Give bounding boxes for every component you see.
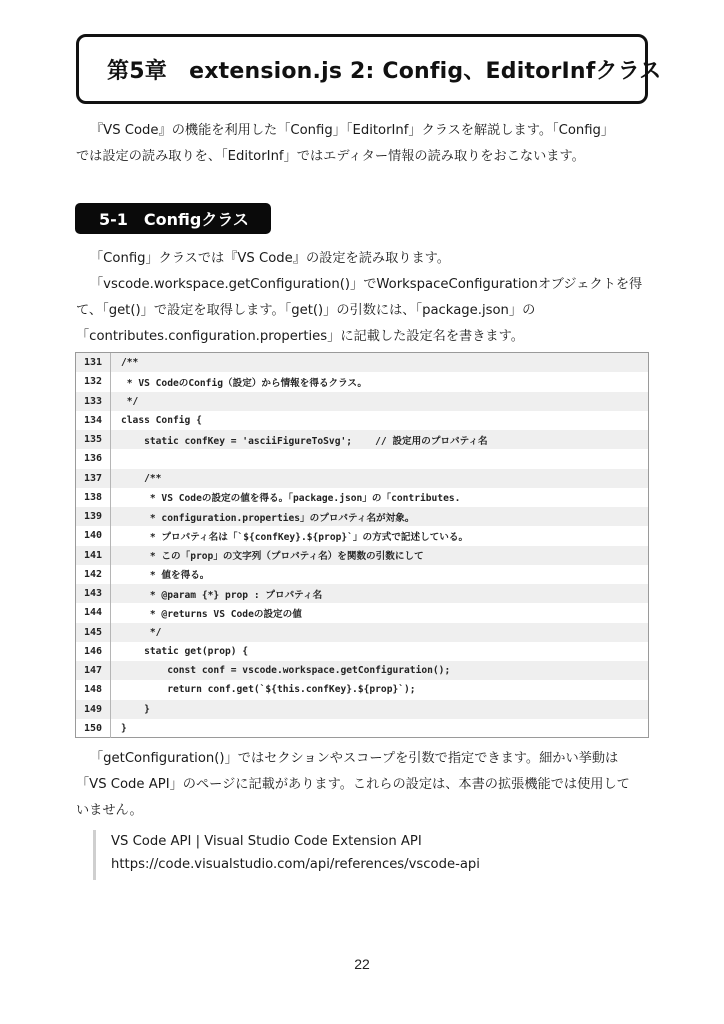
code-row bbox=[76, 603, 648, 622]
code-row bbox=[76, 488, 648, 507]
page-number: 22 bbox=[354, 956, 370, 972]
code-text: * configuration.properties」のプロパティ名が対象。 bbox=[121, 512, 415, 524]
after-code-line: 「VS Code API」のページに記載があります。これらの設定は、本書の拡張機能では使用して bbox=[76, 777, 630, 792]
line-number: 144 bbox=[76, 603, 111, 622]
line-number: 131 bbox=[76, 353, 111, 372]
code-text: } bbox=[121, 703, 150, 715]
line-number: 138 bbox=[76, 488, 111, 507]
line-number: 137 bbox=[76, 469, 111, 488]
line-number: 132 bbox=[76, 372, 111, 391]
code-text: return conf.get(`${this.confKey}.${prop}`); bbox=[121, 684, 416, 696]
code-row bbox=[76, 700, 648, 719]
section-paragraph-2-line: 「contributes.configuration.properties」に記載した設定名を書きます。 bbox=[76, 329, 524, 344]
line-number: 143 bbox=[76, 584, 111, 603]
code-text: class Config { bbox=[121, 414, 202, 426]
line-number: 148 bbox=[76, 680, 111, 699]
section-heading-badge bbox=[75, 203, 271, 234]
line-number: 145 bbox=[76, 623, 111, 642]
chapter-title: 第5章 extension.js 2: Config、EditorInfクラス bbox=[107, 58, 662, 84]
code-row bbox=[76, 353, 648, 372]
code-row bbox=[76, 546, 648, 565]
line-number: 150 bbox=[76, 719, 111, 738]
line-number: 146 bbox=[76, 642, 111, 661]
reference-blockquote bbox=[93, 830, 480, 880]
after-code-line: いません。 bbox=[76, 803, 143, 818]
code-row bbox=[76, 469, 648, 488]
line-number: 142 bbox=[76, 565, 111, 584]
intro-line: 『VS Code』の機能を利用した「Config」「EditorInf」クラスを解説します。「Config」 bbox=[90, 123, 615, 138]
code-row bbox=[76, 372, 648, 391]
after-code-line: 「getConfiguration()」ではセクションやスコープを引数で指定できます。細かい挙動は bbox=[90, 751, 619, 766]
code-text: /** bbox=[121, 357, 139, 369]
code-text: * 値を得る。 bbox=[121, 570, 210, 582]
line-number: 134 bbox=[76, 411, 111, 430]
code-row bbox=[76, 526, 648, 545]
section-paragraph-1: 「Config」クラスでは『VS Code』の設定を読み取ります。 bbox=[90, 251, 450, 266]
after-code-paragraph bbox=[76, 746, 650, 824]
line-number: 136 bbox=[76, 449, 111, 468]
line-number: 135 bbox=[76, 430, 111, 449]
line-number: 149 bbox=[76, 700, 111, 719]
code-text: static get(prop) { bbox=[121, 645, 249, 657]
code-text: } bbox=[121, 722, 127, 734]
code-row bbox=[76, 430, 648, 449]
line-number: 139 bbox=[76, 507, 111, 526]
code-row bbox=[76, 584, 648, 603]
code-text: /** bbox=[121, 472, 162, 484]
code-row bbox=[76, 719, 648, 738]
code-row bbox=[76, 680, 648, 699]
code-row bbox=[76, 392, 648, 411]
line-number: 133 bbox=[76, 392, 111, 411]
section-paragraph-2-line: 「vscode.workspace.getConfiguration()」でWorkspaceConfigurationオブジェクトを得 bbox=[90, 277, 643, 292]
code-row bbox=[76, 623, 648, 642]
code-text: const conf = vscode.workspace.getConfiguration(); bbox=[121, 665, 451, 677]
code-row bbox=[76, 642, 648, 661]
code-text: * @param {*} prop : プロパティ名 bbox=[121, 589, 323, 601]
line-number: 147 bbox=[76, 661, 111, 680]
code-listing bbox=[75, 352, 649, 738]
code-text: * @returns VS Codeの設定の値 bbox=[121, 608, 302, 620]
section-body bbox=[76, 246, 650, 350]
code-text: * VS CodeのConfig（設定）から情報を得るクラス。 bbox=[121, 377, 367, 389]
code-row bbox=[76, 449, 648, 468]
line-number: 140 bbox=[76, 526, 111, 545]
intro-line: では設定の読み取りを、「EditorInf」ではエディター情報の読み取りをおこないます。 bbox=[76, 149, 585, 164]
intro-paragraph bbox=[76, 118, 650, 170]
code-text: */ bbox=[121, 626, 162, 638]
section-paragraph-2-line: て、「get()」で設定を取得します。「get()」の引数には、「package.json」の bbox=[76, 303, 536, 318]
code-row bbox=[76, 411, 648, 430]
chapter-heading-box bbox=[76, 34, 662, 104]
code-row bbox=[76, 507, 648, 526]
code-row bbox=[76, 661, 648, 680]
code-row bbox=[76, 565, 648, 584]
reference-url[interactable]: https://code.visualstudio.com/api/references/vscode-api bbox=[111, 857, 480, 872]
code-text: * プロパティ名は「`${confKey}.${prop}`」の方式で記述している。 bbox=[121, 531, 469, 543]
code-text: * VS Codeの設定の値を得る。「package.json」の「contributes. bbox=[121, 493, 461, 505]
line-number: 141 bbox=[76, 546, 111, 565]
code-text: static confKey = 'asciiFigureToSvg'; // 設定用のプロパティ名 bbox=[121, 435, 488, 447]
reference-title: VS Code API | Visual Studio Code Extension API bbox=[111, 834, 422, 849]
code-text: * この「prop」の文字列（プロパティ名）を関数の引数にして bbox=[121, 551, 424, 563]
code-text: */ bbox=[121, 395, 139, 407]
section-title: 5-1 Configクラス bbox=[99, 210, 249, 229]
